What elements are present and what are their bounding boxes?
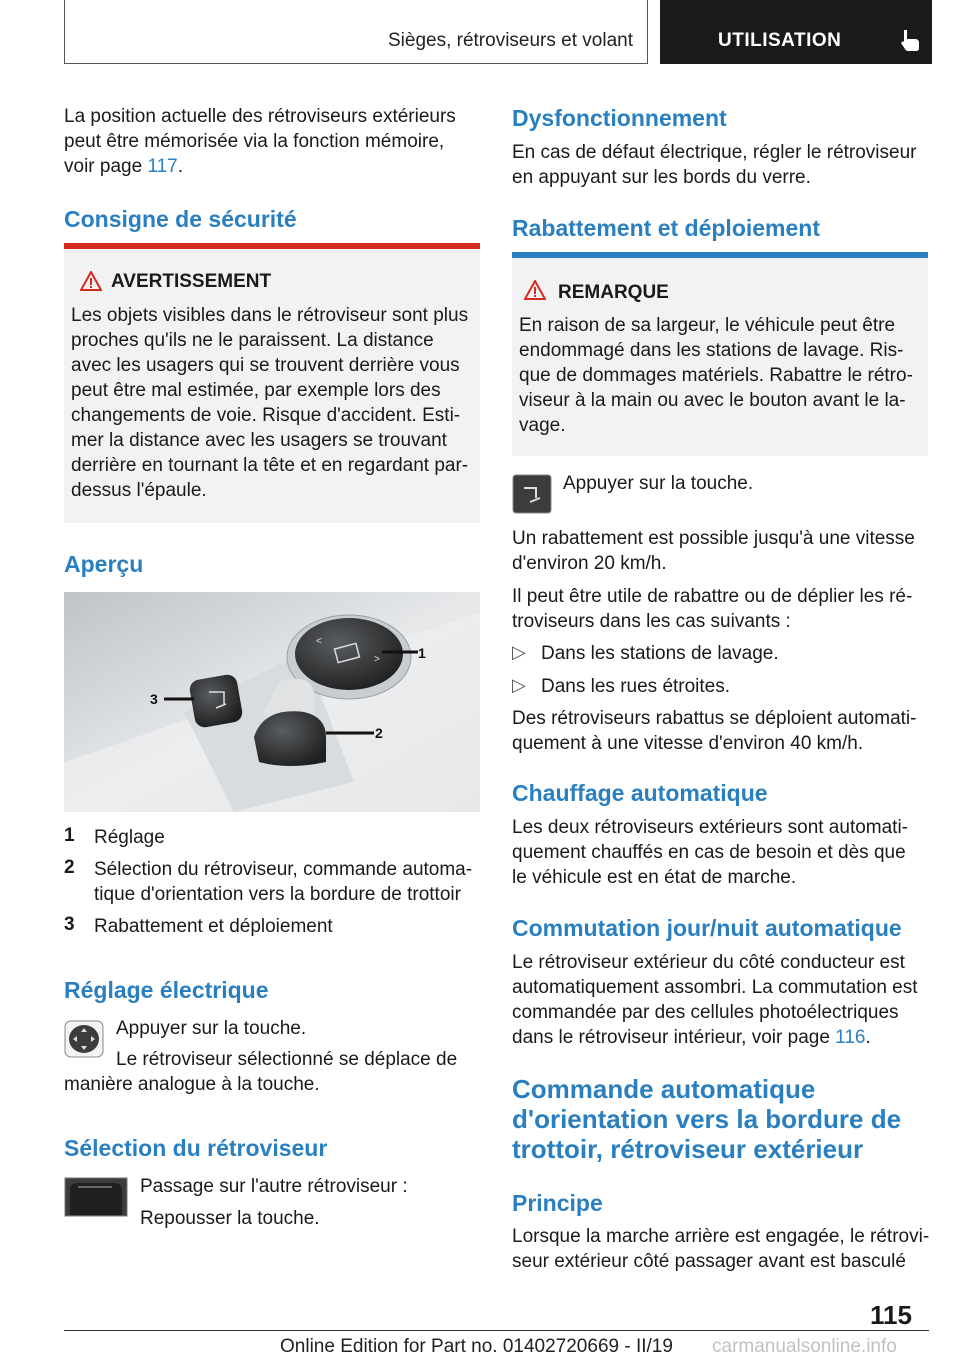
intro-line-3	[64, 154, 484, 179]
warning-line: dessus l'épaule.	[71, 480, 207, 501]
legend-item	[64, 825, 484, 850]
daynight-line-1: Le rétroviseur extérieur du côté conducteur est	[512, 952, 905, 973]
electric-line-3: manière analogue à la touche.	[64, 1074, 320, 1095]
legend-number: 1	[64, 825, 75, 846]
warning-line: changements de voie. Risque d'accident. Esti-	[71, 405, 461, 426]
principle-line-1: Lorsque la marche arrière est engagée, le rétrovi-	[512, 1226, 930, 1247]
fold-line-2: d'environ 20 km/h.	[512, 553, 667, 574]
heating-line-1: Les deux rétroviseurs extérieurs sont automati-	[512, 817, 909, 838]
warning-line: Les objets visibles dans le rétroviseur sont plus	[71, 305, 469, 326]
legend-text: tique d'orientation vers la bordure de trottoir	[94, 884, 461, 905]
legend-text: Rabattement et déploiement	[94, 916, 333, 937]
bullet-triangle-icon: ▷	[512, 642, 526, 662]
warning-line: peut être mal estimée, par exemple lors des	[71, 380, 441, 401]
intro-line-2: peut être mémorisée via la fonction mémoire,	[64, 131, 445, 152]
auto-heading	[512, 1074, 901, 1164]
daynight-line-4-end: .	[865, 1027, 871, 1048]
note-line: vage.	[519, 415, 566, 436]
daynight-line-2: automatiquement assombri. La commutation est	[512, 977, 918, 998]
fold-line-5: Des rétroviseurs rabattus se déploient automati-	[512, 708, 917, 729]
page-link-116[interactable]: 116	[835, 1027, 866, 1048]
malfunction-heading: Dysfonctionnement	[512, 105, 727, 131]
legend-item	[64, 914, 484, 939]
daynight-heading: Commutation jour/nuit automatique	[512, 915, 902, 941]
overview-heading: Aperçu	[64, 551, 144, 577]
footer-watermark: carmanualsonline.info	[712, 1336, 897, 1357]
mirror-selector-button-icon	[64, 1177, 128, 1217]
auto-heading-line-1: Commande automatique	[512, 1074, 816, 1104]
daynight-line-4	[512, 1025, 871, 1050]
warning-box	[64, 249, 480, 523]
footer-edition: Online Edition for Part no. 01402720669 - II/19	[280, 1336, 673, 1357]
mirror-controls-illustration	[64, 592, 480, 812]
bullet-triangle-icon: ▷	[512, 675, 526, 695]
auto-heading-line-2: d'orientation vers la bordure de	[512, 1104, 902, 1134]
callout-2: 2	[375, 725, 383, 741]
legend-number: 3	[64, 914, 75, 935]
warning-line: proches qu'ils ne le paraissent. La distance	[71, 330, 434, 351]
heating-heading: Chauffage automatique	[512, 780, 768, 806]
malfunction-line-1: En cas de défaut électrique, régler le rétroviseur	[512, 142, 917, 163]
legend-text: Réglage	[94, 827, 165, 848]
legend-text: Sélection du rétroviseur, commande automa-	[94, 859, 473, 880]
principle-heading: Principe	[512, 1190, 603, 1216]
note-line: endommagé dans les stations de lavage. Ris-	[519, 340, 904, 361]
selection-heading: Sélection du rétroviseur	[64, 1135, 328, 1161]
svg-text:<: <	[316, 636, 322, 647]
page-link-117[interactable]: 117	[147, 156, 178, 177]
note-text	[519, 313, 924, 438]
daynight-line-3: commandée par des cellules photoélectriques	[512, 1002, 899, 1023]
safety-heading: Consigne de sécurité	[64, 206, 297, 232]
bullet-item: Dans les stations de lavage.	[541, 643, 779, 664]
warning-line: avec les usagers qui se trouvent derrière vous	[71, 355, 460, 376]
callout-1: 1	[418, 645, 426, 661]
note-line: En raison de sa largeur, le véhicule peut être	[519, 315, 896, 336]
fold-line-6: quement à une vitesse d'environ 40 km/h.	[512, 733, 864, 754]
press-button-text: Appuyer sur la touche.	[563, 473, 754, 494]
principle-line-2: seur extérieur côté passager avant est basculé	[512, 1251, 906, 1272]
auto-heading-line-3: trottoir, rétroviseur extérieur	[512, 1134, 864, 1164]
note-line: que de dommages matériels. Rabattre le rétro-	[519, 365, 913, 386]
fold-line-1: Un rabattement est possible jusqu'à une vitesse	[512, 528, 915, 549]
electric-line-1: Appuyer sur la touche.	[116, 1018, 307, 1039]
heating-line-3: le véhicule est en état de marche.	[512, 867, 797, 888]
header-chapter-label: UTILISATION	[718, 30, 842, 51]
fold-line-4: troviseurs dans les cas suivants :	[512, 611, 791, 632]
legend-list	[64, 825, 484, 939]
mirror-adjust-button-icon	[64, 1020, 104, 1058]
header-section-title: Sièges, rétroviseurs et volant	[387, 30, 633, 51]
caution-triangle-icon	[524, 280, 546, 300]
callout-3: 3	[150, 691, 158, 707]
page-number: 115	[870, 1300, 912, 1330]
warning-triangle-icon	[80, 271, 102, 291]
footer-rule	[64, 1330, 929, 1331]
warning-title: AVERTISSEMENT	[111, 271, 272, 292]
header-chapter-tab	[660, 0, 932, 64]
fold-button-icon	[512, 474, 552, 514]
electric-heading: Réglage électrique	[64, 977, 269, 1003]
svg-text:>: >	[374, 654, 380, 665]
note-line: viseur à la main ou avec le bouton avant le la-	[519, 390, 906, 411]
intro-line-3-text: voir page	[64, 156, 148, 177]
heating-line-2: quement chauffés en cas de besoin et dès que	[512, 842, 906, 863]
note-title: REMARQUE	[558, 282, 669, 303]
bullet-item: Dans les rues étroites.	[541, 676, 731, 697]
intro-line-1: La position actuelle des rétroviseurs extérieurs	[64, 106, 456, 127]
daynight-line-4-text: dans le rétroviseur intérieur, voir page	[512, 1027, 836, 1048]
legend-number: 2	[64, 857, 75, 878]
intro-paragraph	[64, 104, 484, 179]
warning-text	[71, 303, 476, 503]
note-box	[512, 258, 928, 456]
intro-line-3-end: .	[177, 156, 184, 177]
electric-line-2: Le rétroviseur sélectionné se déplace de	[116, 1049, 458, 1070]
fold-line-3: Il peut être utile de rabattre ou de déplier les ré-	[512, 586, 913, 607]
warning-line: mer la distance avec les usagers se trouvant	[71, 430, 447, 451]
legend-item	[64, 857, 484, 907]
selection-line-2: Repousser la touche.	[140, 1208, 320, 1229]
fold-heading: Rabattement et déploiement	[512, 215, 820, 241]
selection-line-1: Passage sur l'autre rétroviseur :	[140, 1176, 408, 1197]
pointing-hand-icon	[898, 28, 922, 52]
warning-line: derrière en tournant la tête et en regardant par-	[71, 455, 469, 476]
malfunction-line-2: en appuyant sur les bords du verre.	[512, 167, 811, 188]
header-section-box	[64, 0, 648, 64]
